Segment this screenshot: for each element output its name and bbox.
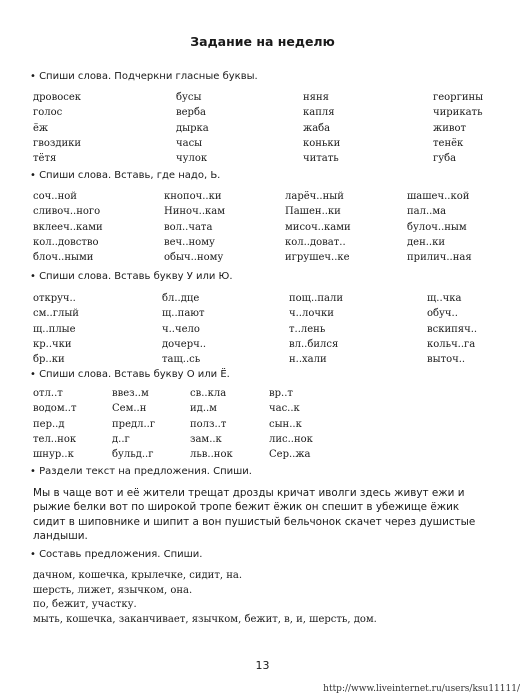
word: читать bbox=[303, 153, 339, 165]
paragraph-line: рыжие белки вот по широкой тропе бежит ёжик он спешит в убежище ёжик bbox=[33, 501, 460, 514]
paragraph-line: сидит в шиповнике и шипит а вон пушистый бельчонок скачет через душистые bbox=[33, 515, 476, 528]
word: вол..чата bbox=[164, 221, 213, 233]
word: полз..т bbox=[190, 418, 227, 430]
word: голос bbox=[33, 107, 63, 119]
word: д..г bbox=[112, 433, 130, 445]
word: щ..пают bbox=[162, 308, 205, 320]
word: веч..ному bbox=[164, 236, 215, 248]
word: ёж bbox=[33, 122, 49, 134]
word: Сер..жа bbox=[269, 449, 311, 461]
word: жаба bbox=[303, 122, 331, 134]
word: щ..чка bbox=[427, 293, 462, 304]
word: пер..д bbox=[33, 418, 65, 430]
word: тенёк bbox=[433, 137, 464, 149]
word: Пашен..ки bbox=[285, 206, 341, 218]
word: кр..чки bbox=[33, 338, 72, 350]
word: Нинoч..кам bbox=[164, 206, 226, 218]
word: шнур..к bbox=[33, 449, 74, 461]
task-5-paragraph bbox=[33, 486, 495, 543]
word: ларёч..ный bbox=[285, 191, 344, 202]
word: св..кла bbox=[190, 388, 227, 399]
sentence-words: мыть, кошечка, заканчивает, язычком, бежит, в, и, шерсть, дом. bbox=[33, 613, 377, 625]
word: бл..дце bbox=[162, 293, 200, 304]
word: игрушеч..ке bbox=[285, 252, 350, 264]
word: живот bbox=[433, 122, 467, 134]
word: пощ..пали bbox=[289, 293, 343, 304]
sentence-words: шерсть, лижет, язычком, она. bbox=[33, 584, 193, 596]
word: ид..м bbox=[190, 403, 217, 415]
sentence-words: дачном, кошечка, крылечке, сидит, на. bbox=[33, 570, 243, 581]
task-5-heading: • Раздели текст на предложения. Спиши. bbox=[30, 466, 252, 477]
word: вл..бился bbox=[289, 338, 339, 350]
word: георгины bbox=[433, 92, 484, 103]
word: тётя bbox=[33, 153, 57, 165]
word: пал..ма bbox=[407, 206, 447, 218]
word: льв..нок bbox=[190, 449, 233, 461]
word: предл..г bbox=[112, 418, 156, 430]
word: ден..ки bbox=[407, 236, 446, 248]
word: см..глый bbox=[33, 308, 79, 320]
word: ввез..м bbox=[112, 388, 149, 399]
word: кольч..га bbox=[427, 338, 476, 350]
sentence-words: по, бежит, участку. bbox=[33, 599, 137, 611]
word: чулок bbox=[176, 153, 208, 165]
word: т..лень bbox=[289, 323, 326, 335]
word: губа bbox=[433, 153, 457, 165]
word: водом..т bbox=[33, 403, 77, 415]
word: капля bbox=[303, 107, 335, 119]
word: прилич..ная bbox=[407, 252, 472, 264]
word: щ..плые bbox=[33, 323, 76, 335]
word: зам..к bbox=[190, 433, 222, 445]
word: обыч..ному bbox=[164, 252, 224, 264]
word: лис..нок bbox=[269, 433, 313, 445]
word: булоч..ным bbox=[407, 221, 467, 233]
page-number: 13 bbox=[255, 659, 270, 672]
page-title: Задание на неделю bbox=[190, 34, 335, 49]
word: часы bbox=[176, 137, 203, 149]
word: кол..доват.. bbox=[285, 236, 346, 248]
word: ч..лочки bbox=[289, 308, 334, 320]
word: тел..нок bbox=[33, 433, 77, 445]
word: гвоздики bbox=[33, 137, 82, 149]
paragraph-line: ландыши. bbox=[33, 529, 88, 542]
word: открyч.. bbox=[33, 293, 76, 304]
word: н..хали bbox=[289, 354, 327, 366]
word: выточ.. bbox=[427, 354, 466, 366]
word: кнопоч..ки bbox=[164, 191, 222, 202]
word: блоч..ными bbox=[33, 252, 94, 264]
task-2-heading: • Спиши слова. Вставь, где надо, Ь. bbox=[30, 170, 221, 181]
word: дочерч.. bbox=[162, 338, 207, 350]
word: обуч.. bbox=[427, 308, 458, 320]
word: коньки bbox=[303, 137, 341, 149]
task-6-lines bbox=[33, 569, 377, 627]
word: дырка bbox=[176, 122, 209, 134]
word: вр..т bbox=[269, 388, 293, 399]
footer-url: http://www.liveinternet.ru/users/ksu11111/ bbox=[323, 684, 520, 694]
word: бусы bbox=[176, 92, 202, 103]
word: бульд..г bbox=[112, 449, 154, 461]
word: отл..т bbox=[33, 388, 63, 399]
task-4-heading: • Спиши слова. Вставь букву О или Ё. bbox=[30, 369, 230, 380]
task-3-heading: • Спиши слова. Вставь букву У или Ю. bbox=[30, 271, 233, 282]
word: верба bbox=[176, 107, 206, 119]
word: сын..к bbox=[269, 418, 302, 430]
word: бр..ки bbox=[33, 354, 65, 366]
word: Сем..н bbox=[112, 403, 147, 415]
task-6-heading: • Составь предложения. Спиши. bbox=[30, 549, 203, 560]
word: чирикать bbox=[433, 107, 483, 119]
word: дровосек bbox=[33, 92, 81, 103]
word: соч..ной bbox=[33, 191, 77, 202]
word: вскипяч.. bbox=[427, 323, 478, 335]
word: шашеч..кой bbox=[407, 191, 470, 202]
word: няня bbox=[303, 92, 329, 103]
word: тащ..сь bbox=[162, 354, 201, 366]
word: вклееч..ками bbox=[33, 221, 103, 233]
word: сливоч..ного bbox=[33, 206, 101, 218]
paragraph-line: Мы в чаще вот и её жители трещат дрозды кричат иволги здесь живут ежи и bbox=[33, 487, 465, 499]
word: кол..довство bbox=[33, 236, 99, 248]
task-1-heading: • Спиши слова. Подчеркни гласные буквы. bbox=[30, 71, 258, 82]
word: ч..чело bbox=[162, 323, 200, 335]
word: час..к bbox=[269, 403, 300, 415]
word: мисоч..ками bbox=[285, 221, 351, 233]
